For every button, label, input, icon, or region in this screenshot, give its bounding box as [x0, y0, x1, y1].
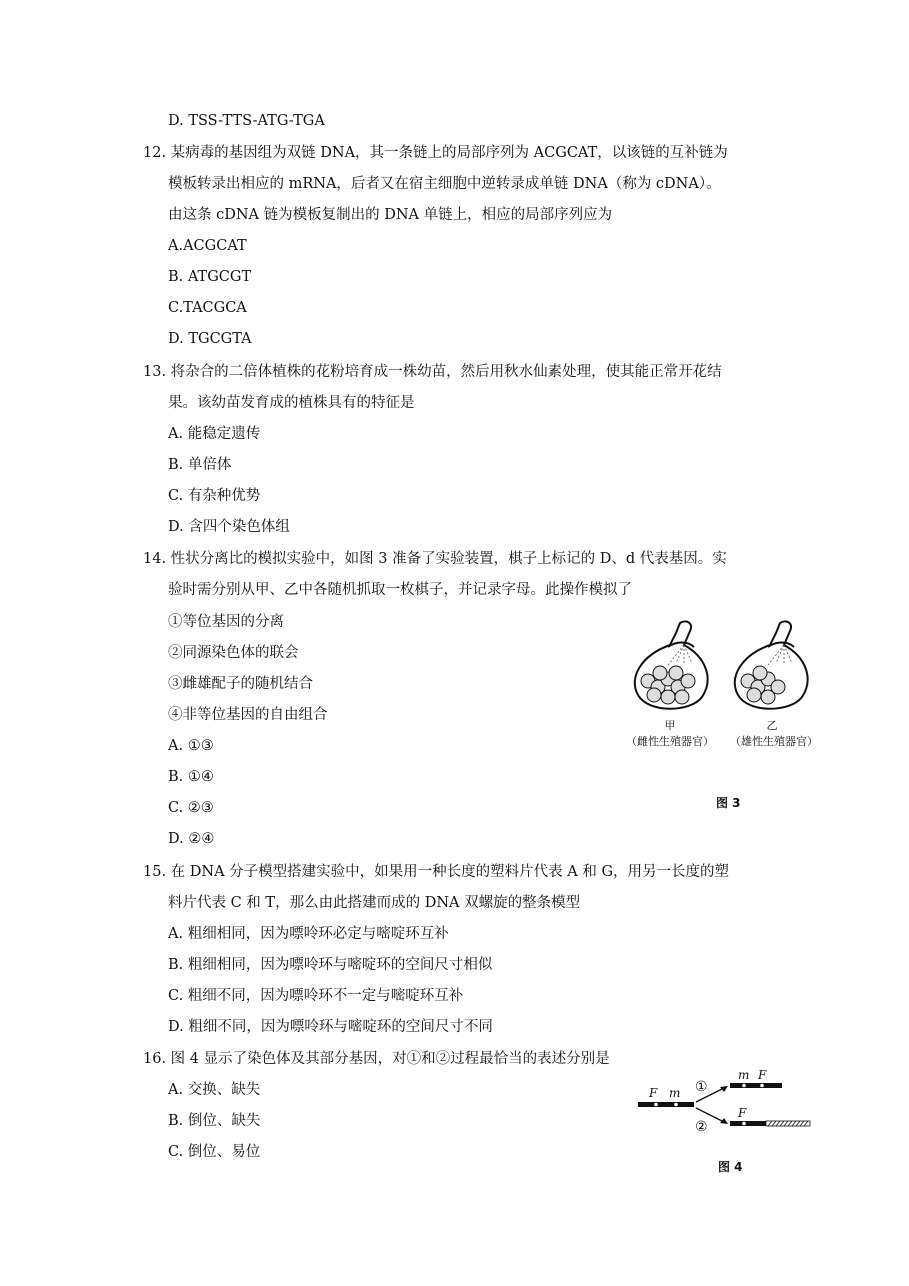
question-16-line-1: 16. 图 4 显示了染色体及其部分基因，对①和②过程最恰当的表述分别是	[143, 1051, 610, 1067]
question-15-line-2: 料片代表 C 和 T，那么由此搭建而成的 DNA 双螺旋的整条模型	[168, 895, 581, 911]
question-14-line-1: 14. 性状分离比的模拟实验中，如图 3 准备了实验装置，棋子上标记的 D、d 代表基因。实	[143, 551, 727, 567]
question-12-option-d: D. TGCGTA	[168, 331, 252, 347]
bag-left-sub: （雌性生殖器官）	[626, 735, 714, 748]
question-14-option-c: C. ②③	[168, 800, 214, 816]
gene-m-label-result-1: m	[738, 1068, 750, 1082]
question-13-option-b: B. 单倍体	[168, 457, 232, 473]
gene-f-label-result-1: F	[758, 1068, 767, 1082]
question-16-option-c: C. 倒位、易位	[168, 1144, 261, 1160]
process-2-label: ②	[695, 1119, 708, 1135]
question-13-option-a: A. 能稳定遗传	[168, 426, 261, 442]
question-14-item-3: ③雌雄配子的随机结合	[168, 676, 313, 692]
question-14-option-b: B. ①④	[168, 769, 214, 785]
question-14-item-2: ②同源染色体的联会	[168, 645, 299, 661]
bag-right-sub: （雄性生殖器官）	[730, 735, 818, 748]
question-13-option-d: D. 含四个染色体组	[168, 519, 290, 535]
question-12-line-3: 由这条 cDNA 链为模板复制出的 DNA 单链上，相应的局部序列应为	[168, 207, 613, 223]
question-13-option-c: C. 有杂种优势	[168, 488, 261, 504]
chromosome-diagram	[630, 1068, 820, 1138]
question-14-item-4: ④非等位基因的自由组合	[168, 707, 328, 723]
figure-4-caption: 图 4	[718, 1160, 743, 1174]
question-15-line-1: 15. 在 DNA 分子模型搭建实验中，如果用一种长度的塑料片代表 A 和 G，用另一长度的塑	[143, 864, 730, 880]
gene-m-label: m	[669, 1086, 681, 1100]
process-1-label: ①	[695, 1079, 708, 1095]
question-15-option-a: A. 粗细相同，因为嘌呤环必定与嘧啶环互补	[168, 926, 449, 942]
bag-left-illustration	[628, 615, 718, 715]
question-13-line-2: 果。该幼苗发育成的植株具有的特征是	[168, 395, 415, 411]
question-12-option-b: B. ATGCGT	[168, 269, 252, 285]
question-16-option-b: B. 倒位、缺失	[168, 1113, 261, 1129]
question-12-line-2: 模板转录出相应的 mRNA，后者又在宿主细胞中逆转录成单链 DNA（称为 cDNA）。	[168, 176, 721, 192]
bag-left-label: 甲	[664, 719, 676, 732]
question-14-option-d: D. ②④	[168, 831, 215, 847]
question-12-option-a: A.ACGCAT	[168, 238, 247, 254]
question-14-line-2: 验时需分别从甲、乙中各随机抓取一枚棋子，并记录字母。此操作模拟了	[168, 582, 632, 598]
question-13-line-1: 13. 将杂合的二倍体植株的花粉培育成一株幼苗，然后用秋水仙素处理，使其能正常开花结	[143, 364, 722, 380]
question-16-option-a: A. 交换、缺失	[168, 1082, 261, 1098]
question-14-item-1: ①等位基因的分离	[168, 614, 284, 630]
bag-right-illustration	[728, 615, 818, 715]
gene-f-label: F	[649, 1086, 658, 1100]
question-12-option-c: C.TACGCA	[168, 300, 247, 316]
option-text: D. TSS-TTS-ATG-TGA	[168, 113, 325, 129]
question-15-option-b: B. 粗细相同，因为嘌呤环与嘧啶环的空间尺寸相似	[168, 957, 493, 973]
question-15-option-c: C. 粗细不同，因为嘌呤环不一定与嘧啶环互补	[168, 988, 464, 1004]
question-15-option-d: D. 粗细不同，因为嘌呤环与嘧啶环的空间尺寸不同	[168, 1019, 493, 1035]
question-12-line-1: 12. 某病毒的基因组为双链 DNA，其一条链上的局部序列为 ACGCAT，以该链的互补链为	[143, 145, 728, 161]
gene-f-label-result-2: F	[738, 1106, 747, 1120]
question-14-option-a: A. ①③	[168, 738, 214, 754]
figure-3-caption: 图 3	[716, 796, 741, 810]
bag-right-label: 乙	[766, 719, 778, 732]
